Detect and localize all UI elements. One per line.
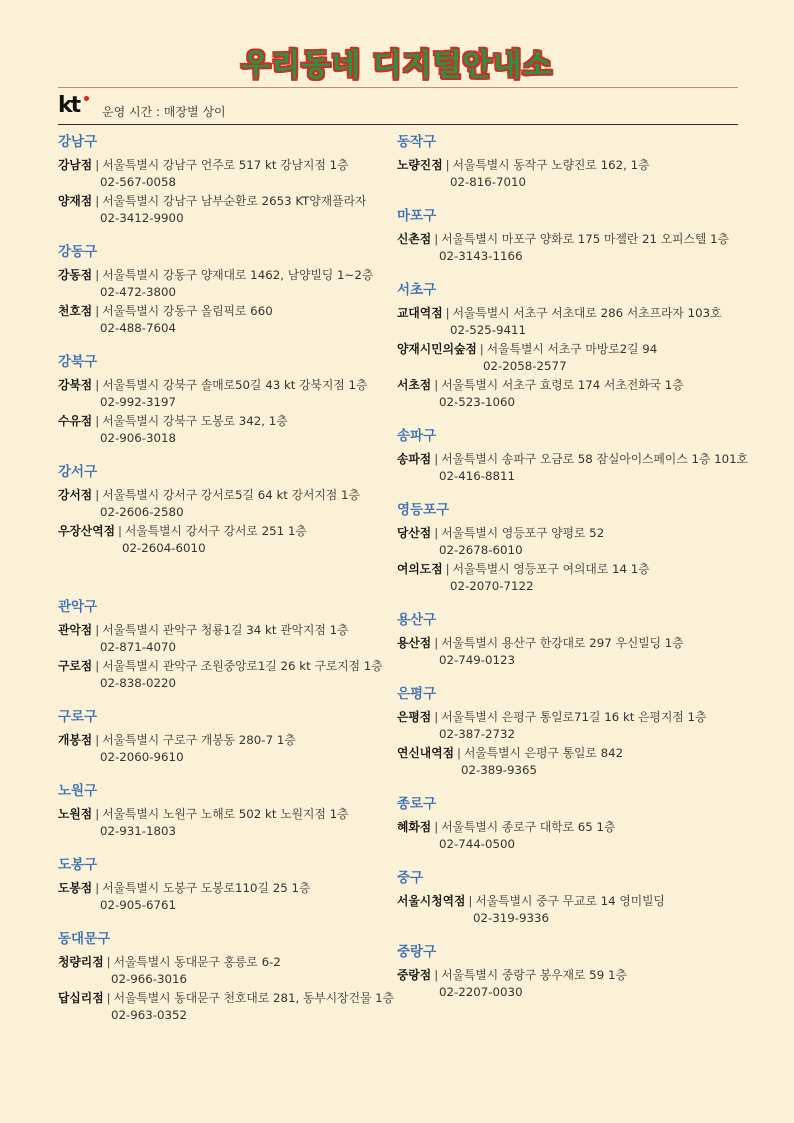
store-entry <box>58 157 398 191</box>
store-name: 연신내역점 <box>397 746 454 760</box>
store-phone: 02-488-7604 <box>100 321 177 335</box>
kt-logo <box>58 93 79 118</box>
store-entry <box>397 525 737 559</box>
store-name: 노량진점 <box>397 158 443 172</box>
store-entry <box>397 709 737 743</box>
store-entry <box>397 341 737 375</box>
store-phone: 02-838-0220 <box>100 676 177 690</box>
store-name: 강동점 <box>58 268 93 282</box>
district-heading: 강동구 <box>58 244 98 260</box>
store-phone: 02-963-0352 <box>111 1008 188 1022</box>
store-phone: 02-389-9365 <box>461 763 538 777</box>
store-phone: 02-2604-6010 <box>122 541 206 555</box>
store-address: 서울특별시 노원구 노해로 502 kt 노원지점 1층 <box>102 807 349 821</box>
district-heading: 동작구 <box>397 134 437 150</box>
district-section <box>397 501 737 595</box>
store-address: 서울특별시 영등포구 양평로 52 <box>441 526 605 540</box>
store-address: 서울특별시 강남구 언주로 517 kt 강남지점 1층 <box>102 158 349 172</box>
store-entry <box>58 806 398 840</box>
store-phone: 02-749-0123 <box>439 653 516 667</box>
store-name: 도봉점 <box>58 881 93 895</box>
store-phone: 02-319-9336 <box>473 911 550 925</box>
district-heading: 영등포구 <box>397 502 450 518</box>
store-entry <box>397 561 737 595</box>
district-heading: 관악구 <box>58 599 98 615</box>
district-section <box>58 598 398 692</box>
store-phone: 02-525-9411 <box>450 323 527 337</box>
store-name: 신촌점 <box>397 232 432 246</box>
district-section <box>397 281 737 411</box>
store-name: 양재점 <box>58 194 93 208</box>
store-entry <box>58 622 398 656</box>
separator: | <box>95 268 100 282</box>
store-name: 수유점 <box>58 414 93 428</box>
district-heading: 용산구 <box>397 612 437 628</box>
page-title: 우리동네 디지털안내소 <box>241 48 553 83</box>
store-name: 강남점 <box>58 158 93 172</box>
separator: | <box>468 894 473 908</box>
district-section <box>397 611 737 669</box>
header-divider-bottom <box>58 124 738 125</box>
district-section <box>58 782 398 840</box>
store-address: 서울특별시 강서구 강서로 251 1층 <box>124 524 307 538</box>
store-address: 서울특별시 서초구 마방로2길 94 <box>486 342 658 356</box>
district-section <box>58 856 398 914</box>
store-phone: 02-2070-7122 <box>450 579 534 593</box>
store-name: 중랑점 <box>397 968 432 982</box>
separator: | <box>445 158 450 172</box>
logo-dot <box>84 96 89 101</box>
store-entry <box>397 157 737 191</box>
separator: | <box>95 158 100 172</box>
store-phone: 02-906-3018 <box>100 431 177 445</box>
store-address: 서울특별시 강북구 도봉로 342, 1층 <box>102 414 288 428</box>
store-name: 서울시청역점 <box>397 894 466 908</box>
store-entry <box>58 732 398 766</box>
store-phone: 02-2207-0030 <box>439 985 523 999</box>
store-phone: 02-871-4070 <box>100 640 177 654</box>
header-divider-top <box>58 87 738 88</box>
store-entry <box>58 377 398 411</box>
store-address: 서울특별시 송파구 오금로 58 잠실아이스페이스 1층 101호 <box>441 452 749 466</box>
store-phone: 02-816-7010 <box>450 175 527 189</box>
separator: | <box>434 710 439 724</box>
store-name: 우장산역점 <box>58 524 115 538</box>
store-phone: 02-2678-6010 <box>439 543 523 557</box>
separator: | <box>456 746 461 760</box>
district-heading: 동대문구 <box>58 931 111 947</box>
district-heading: 강북구 <box>58 354 98 370</box>
store-name: 교대역점 <box>397 306 443 320</box>
separator: | <box>95 881 100 895</box>
district-heading: 구로구 <box>58 709 98 725</box>
store-address: 서울특별시 마포구 양화로 175 마젤란 21 오피스텔 1층 <box>441 232 729 246</box>
store-address: 서울특별시 서초구 서초대로 286 서초프라자 103호 <box>452 306 722 320</box>
store-name: 당산점 <box>397 526 432 540</box>
store-address: 서울특별시 종로구 대학로 65 1층 <box>441 820 616 834</box>
separator: | <box>434 636 439 650</box>
store-address: 서울특별시 동작구 노량진로 162, 1층 <box>452 158 650 172</box>
district-heading: 마포구 <box>397 208 437 224</box>
district-section <box>397 685 737 779</box>
district-section <box>397 427 749 485</box>
store-name: 은평점 <box>397 710 432 724</box>
district-section <box>58 133 398 227</box>
separator: | <box>95 488 100 502</box>
store-name: 양재시민의숲점 <box>397 342 477 356</box>
store-entry <box>397 451 749 485</box>
separator: | <box>106 955 111 969</box>
store-name: 강북점 <box>58 378 93 392</box>
right-column <box>397 130 749 1017</box>
store-entry <box>397 377 737 411</box>
store-entry <box>58 658 398 692</box>
district-heading: 종로구 <box>397 796 437 812</box>
store-phone: 02-744-0500 <box>439 837 516 851</box>
district-section <box>58 243 398 337</box>
district-section <box>58 930 398 1024</box>
separator: | <box>434 452 439 466</box>
separator: | <box>95 304 100 318</box>
left-column <box>58 130 398 1040</box>
separator: | <box>434 526 439 540</box>
district-section <box>397 943 737 1001</box>
district-heading: 강서구 <box>58 464 98 480</box>
separator: | <box>445 562 450 576</box>
store-address: 서울특별시 구로구 개봉동 280-7 1층 <box>102 733 296 747</box>
store-address: 서울특별시 도봉구 도봉로110길 25 1층 <box>102 881 311 895</box>
store-entry <box>58 880 398 914</box>
store-phone: 02-2058-2577 <box>483 359 567 373</box>
store-entry <box>58 954 398 988</box>
store-name: 용산점 <box>397 636 432 650</box>
separator: | <box>479 342 484 356</box>
store-phone: 02-2606-2580 <box>100 505 184 519</box>
district-heading: 서초구 <box>397 282 437 298</box>
store-phone: 02-2060-9610 <box>100 750 184 764</box>
store-entry <box>58 267 398 301</box>
store-address: 서울특별시 강동구 올림픽로 660 <box>102 304 273 318</box>
store-address: 서울특별시 강북구 솔매로50길 43 kt 강북지점 1층 <box>102 378 368 392</box>
separator: | <box>95 807 100 821</box>
store-phone: 02-523-1060 <box>439 395 516 409</box>
store-name: 노원점 <box>58 807 93 821</box>
store-name: 혜화점 <box>397 820 432 834</box>
separator: | <box>434 232 439 246</box>
store-address: 서울특별시 용산구 한강대로 297 우신빌딩 1층 <box>441 636 684 650</box>
separator: | <box>117 524 122 538</box>
district-heading: 송파구 <box>397 428 437 444</box>
district-heading: 강남구 <box>58 134 98 150</box>
store-address: 서울특별시 동대문구 홍릉로 6-2 <box>113 955 281 969</box>
district-heading: 중구 <box>397 870 424 886</box>
store-entry <box>397 231 737 265</box>
store-entry <box>397 745 737 779</box>
store-phone: 02-3412-9900 <box>100 211 184 225</box>
store-name: 서초점 <box>397 378 432 392</box>
district-section <box>58 353 398 447</box>
district-heading: 노원구 <box>58 783 98 799</box>
store-name: 청량리점 <box>58 955 104 969</box>
store-name: 강서점 <box>58 488 93 502</box>
store-address: 서울특별시 강서구 강서로5길 64 kt 강서지점 1층 <box>102 488 360 502</box>
store-entry <box>397 967 737 1001</box>
store-address: 서울특별시 중랑구 봉우재로 59 1층 <box>441 968 627 982</box>
logo-text: kt <box>58 93 80 118</box>
district-heading: 도봉구 <box>58 857 98 873</box>
store-phone: 02-472-3800 <box>100 285 177 299</box>
district-section <box>397 869 737 927</box>
store-entry <box>58 303 398 337</box>
store-address: 서울특별시 서초구 효령로 174 서초전화국 1층 <box>441 378 684 392</box>
store-name: 구로점 <box>58 659 93 673</box>
store-entry <box>58 523 398 557</box>
store-phone: 02-3143-1166 <box>439 249 523 263</box>
store-name: 관악점 <box>58 623 93 637</box>
store-entry <box>58 990 398 1024</box>
operating-hours: 운영 시간 : 매장별 상이 <box>102 105 226 119</box>
store-name: 여의도점 <box>397 562 443 576</box>
store-entry <box>58 487 398 521</box>
district-heading: 은평구 <box>397 686 437 702</box>
district-section <box>58 708 398 766</box>
store-address: 서울특별시 동대문구 천호대로 281, 동부시장건물 1층 <box>113 991 395 1005</box>
separator: | <box>434 968 439 982</box>
store-address: 서울특별시 은평구 통일로 842 <box>463 746 624 760</box>
store-entry <box>397 635 737 669</box>
store-phone: 02-931-1803 <box>100 824 177 838</box>
store-name: 천호점 <box>58 304 93 318</box>
separator: | <box>434 820 439 834</box>
district-section <box>397 133 737 191</box>
separator: | <box>95 733 100 747</box>
store-name: 개봉점 <box>58 733 93 747</box>
separator: | <box>95 414 100 428</box>
district-section <box>397 207 737 265</box>
store-address: 서울특별시 강남구 남부순환로 2653 KT양재플라자 <box>102 194 367 208</box>
store-entry <box>58 413 398 447</box>
section-spacer <box>58 573 398 595</box>
store-name: 송파점 <box>397 452 432 466</box>
store-phone: 02-416-8811 <box>439 469 516 483</box>
separator: | <box>434 378 439 392</box>
district-section <box>397 795 737 853</box>
store-address: 서울특별시 중구 무교로 14 영미빌딩 <box>475 894 665 908</box>
separator: | <box>445 306 450 320</box>
store-name: 답십리점 <box>58 991 104 1005</box>
store-address: 서울특별시 영등포구 여의대로 14 1층 <box>452 562 650 576</box>
store-phone: 02-905-6761 <box>100 898 177 912</box>
store-address: 서울특별시 관악구 청룡1길 34 kt 관악지점 1층 <box>102 623 349 637</box>
separator: | <box>95 623 100 637</box>
separator: | <box>106 991 111 1005</box>
store-phone: 02-966-3016 <box>111 972 188 986</box>
store-entry <box>397 819 737 853</box>
district-section <box>58 463 398 557</box>
store-address: 서울특별시 관악구 조원중앙로1길 26 kt 구로지점 1층 <box>102 659 383 673</box>
store-entry <box>58 193 398 227</box>
store-address: 서울특별시 은평구 통일로71길 16 kt 은평지점 1층 <box>441 710 707 724</box>
store-phone: 02-387-2732 <box>439 727 516 741</box>
store-address: 서울특별시 강동구 양재대로 1462, 남양빌딩 1~2층 <box>102 268 374 282</box>
store-phone: 02-567-0058 <box>100 175 177 189</box>
separator: | <box>95 194 100 208</box>
store-entry <box>397 893 737 927</box>
separator: | <box>95 659 100 673</box>
separator: | <box>95 378 100 392</box>
store-entry <box>397 305 737 339</box>
district-heading: 중랑구 <box>397 944 437 960</box>
store-phone: 02-992-3197 <box>100 395 177 409</box>
